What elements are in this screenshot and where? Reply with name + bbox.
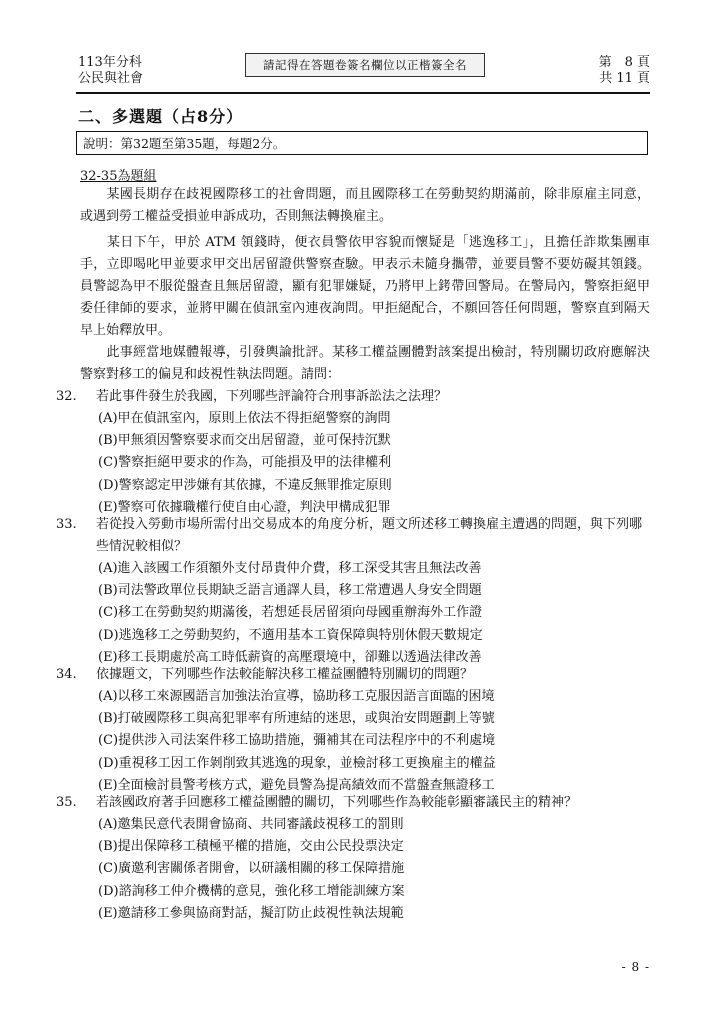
question-35 <box>56 792 652 925</box>
option-a: (A)以移工來源國語言加強法治宣導，協助移工克服因語言面臨的困境 <box>98 689 495 704</box>
question-number: 32. <box>56 389 77 404</box>
group-paragraph-1: 某國長期存在歧視國際移工的社會問題，而且國際移工在勞動契約期滿前，除非原雇主同意，或遇到勞工權益受損並申訴成功，否則無法轉換雇主。 <box>80 187 650 224</box>
question-stem <box>56 664 652 686</box>
option-c: (C)廣邀利害關係者開會，以研議相關的移工保障措施 <box>98 861 405 877</box>
option-c: (C)警察拒絕甲要求的作為，可能損及甲的法律權利 <box>98 455 392 471</box>
header-subject: 公民與社會 <box>78 71 144 86</box>
option-d: (D)警察認定甲涉嫌有其依據，不違反無罪推定原則 <box>98 477 392 493</box>
option-b: (B)打破國際移工與高犯罪率有所連結的迷思，或與治安問題劃上等號 <box>98 711 495 727</box>
question-32 <box>56 386 652 519</box>
option-b: (B)司法警政單位長期缺乏語言通譯人員，移工常遭遇人身安全問題 <box>98 583 482 599</box>
question-number: 35. <box>56 795 77 810</box>
header-page-current: 第 8 頁 <box>598 55 650 70</box>
option-d: (D)諮詢移工仲介機構的意見，強化移工增能訓練方案 <box>98 883 405 899</box>
option-a: (A)進入該國工作須額外支付昂貴仲介費，移工深受其害且無法改善 <box>98 561 482 576</box>
section-note: 說明：第32題至第35題，每題2分。 <box>76 131 648 155</box>
question-stem <box>56 514 652 558</box>
section-title: 二、多選題（占8分） <box>78 107 244 126</box>
group-paragraph-3: 此事經當地媒體報導，引發輿論批評。某移工權益團體對該案提出檢討，特別關切政府應解決警察對移工的偏見和歧視性執法問題。請問： <box>80 345 650 382</box>
question-stem <box>56 386 652 408</box>
option-e: (E)移工長期處於高工時低薪資的高壓環境中，卻難以透過法律改善 <box>98 649 482 665</box>
question-text: 若此事件發生於我國，下列哪些評論符合刑事訴訟法之法理？ <box>96 389 448 404</box>
question-text: 依據題文，下列哪些作法較能解決移工權益團體特別關切的問題？ <box>96 667 474 682</box>
group-label: 32-35為題組 <box>80 169 157 184</box>
header-year-subject: 113年分科 <box>78 55 142 70</box>
option-e: (E)警察可依據職權行使自由心證，判決甲構成犯罪 <box>98 499 391 515</box>
option-a: (A)邀集民意代表開會協商、共同審議歧視移工的罰則 <box>98 817 404 832</box>
question-number: 33. <box>56 517 77 532</box>
option-c: (C)移工在勞動契約期滿後，若想延長居留須向母國重辦海外工作證 <box>98 605 483 621</box>
page-number: - 8 - <box>621 960 650 974</box>
question-number: 34. <box>56 667 77 682</box>
question-text: 若從投入勞動市場所需付出交易成本的角度分析，題文所述移工轉換雇主遭遇的問題，與下列哪些情況較相似？ <box>96 517 643 554</box>
option-e: (E)邀請移工參與協商對話，擬訂防止歧視性執法規範 <box>98 905 404 921</box>
question-stem <box>56 792 652 814</box>
option-e: (E)全面檢討員警考核方式，避免員警為提高績效而不當盤查無證移工 <box>98 777 495 793</box>
header-divider <box>76 92 650 94</box>
option-c: (C)提供涉入司法案件移工協助措施，彌補其在司法程序中的不利處境 <box>98 733 496 749</box>
option-d: (D)逃逸移工之勞動契約，不適用基本工資保障與特別休假天數規定 <box>98 627 483 643</box>
header-page-total: 共 11 頁 <box>599 71 650 86</box>
option-b: (B)甲無須因警察要求而交出居留證，並可保持沉默 <box>98 433 391 449</box>
group-paragraph-2: 某日下午，甲於 ATM 領錢時，便衣員警依甲容貌而懷疑是「逃逸移工」，且擔任詐欺集團車手，立即喝叱甲並要求甲交出居留證供警察查驗。甲表示未隨身攜帶，並要員警不要妨礙其領錢。員警認為甲不服從盤查且無居留證，顯有犯罪嫌疑，乃將甲上銬帶回警局。在警局內，警察拒絕甲委任律師的要求，並將甲關在偵訊室內連夜詢問。甲拒絕配合，不願回答任何問題，警察直到隔天早上始釋放甲。 <box>80 235 650 338</box>
option-d: (D)重視移工因工作剝削致其逃逸的現象，並檢討移工更換雇主的權益 <box>98 755 496 771</box>
question-33 <box>56 514 652 669</box>
signature-notice: 請記得在答題卷簽名欄位以正楷簽全名 <box>245 53 485 77</box>
option-a: (A)甲在偵訊室內，原則上依法不得拒絕警察的詢問 <box>98 411 391 426</box>
option-b: (B)提出保障移工積極平權的措施，交由公民投票決定 <box>98 839 404 855</box>
question-34 <box>56 664 652 797</box>
question-text: 若該國政府著手回應移工權益團體的關切，下列哪些作為較能彰顯審議民主的精神？ <box>96 795 578 810</box>
